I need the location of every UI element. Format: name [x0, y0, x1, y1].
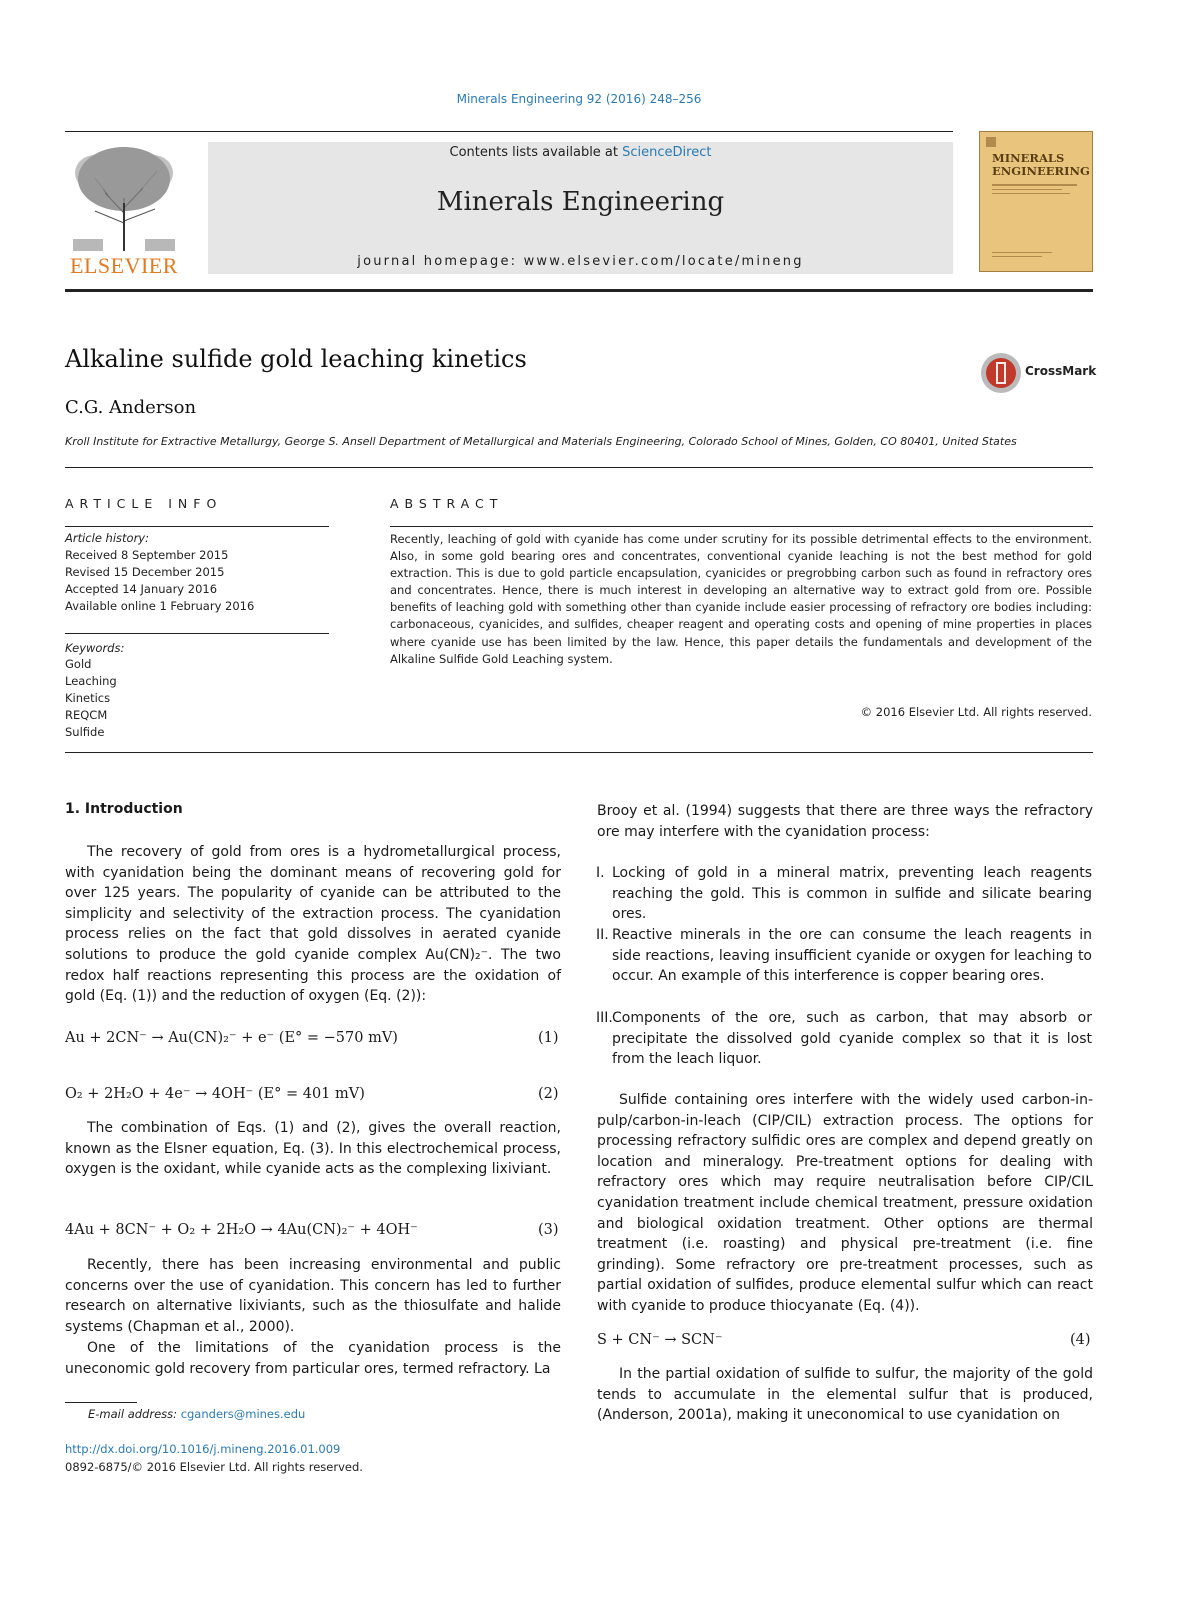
- list-number: I.: [596, 865, 605, 881]
- equation-3: 4Au + 8CN⁻ + O₂ + 2H₂O → 4Au(CN)₂⁻ + 4OH⁻: [65, 1222, 418, 1238]
- issn-copyright: 0892-6875/© 2016 Elsevier Ltd. All rights reserved.: [65, 1460, 363, 1474]
- elsevier-logo: [65, 143, 183, 278]
- abstract-copyright: © 2016 Elsevier Ltd. All rights reserved.: [860, 705, 1092, 719]
- history-accepted: Accepted 14 January 2016: [65, 582, 218, 596]
- author-email-footnote: [88, 1407, 305, 1421]
- section-heading: 1. Introduction: [65, 801, 183, 817]
- keyword: Sulfide: [65, 725, 105, 739]
- equation-3-number: (3): [538, 1222, 559, 1238]
- cover-decoration: [992, 256, 1042, 257]
- keywords-label: Keywords:: [65, 641, 125, 655]
- header-rule-top: [65, 131, 953, 132]
- cover-title-line-1: MINERALS: [992, 151, 1065, 165]
- footnote-rule: [65, 1402, 137, 1403]
- keyword: REQCM: [65, 708, 108, 722]
- crossmark-icon: [980, 352, 1022, 394]
- list-item: [596, 863, 1092, 925]
- equation-1-number: (1): [538, 1030, 559, 1046]
- keyword: Leaching: [65, 674, 117, 688]
- elsevier-tree-icon: [65, 143, 183, 251]
- author-name: C.G. Anderson: [65, 397, 197, 418]
- publisher-name: ELSEVIER: [70, 253, 178, 278]
- article-title: Alkaline sulfide gold leaching kinetics: [65, 345, 527, 373]
- affiliation: Kroll Institute for Extractive Metallurgy, George S. Ansell Department of Metallurgical and Materials Engineering, Colorado School of Mines, Golden, CO 80401, United States: [65, 435, 1017, 448]
- journal-cover-thumbnail: [979, 131, 1093, 272]
- journal-citation[interactable]: Minerals Engineering 92 (2016) 248–256: [456, 92, 702, 106]
- keyword: Kinetics: [65, 691, 111, 705]
- cover-decoration: [992, 193, 1070, 194]
- cover-decoration: [992, 184, 1077, 186]
- equation-2: O₂ + 2H₂O + 4e⁻ → 4OH⁻ (E° = 401 mV): [65, 1086, 365, 1102]
- sciencedirect-link[interactable]: ScienceDirect: [622, 145, 712, 160]
- contents-line: [208, 145, 953, 160]
- email-label: E-mail address:: [88, 1407, 181, 1421]
- list-text: Locking of gold in a mineral matrix, preventing leach reagents reaching the gold. This is common in sulfide and silicate bearing ores.: [612, 865, 1092, 923]
- list-text: Components of the ore, such as carbon, that may absorb or precipitate the dissolved gold cyanide complex so that it is lost from the leach liquor.: [612, 1010, 1092, 1068]
- abstract-bottom-rule: [65, 752, 1093, 753]
- keyword: Gold: [65, 657, 92, 671]
- abstract-rule: [390, 526, 1093, 527]
- body-paragraph: Sulfide containing ores interfere with the widely used carbon-in-pulp/carbon-in-leach (CIP/CIL) extraction process. The options for processing refractory sulfidic ores are complex and depend greatly on location and mineralogy. Pre-treatment options for dealing with refractory ores which may require neutralisation before CIP/CIL cyanidation treatment include chemical treatment, pressure oxidation and biological oxidation treatment. Other options are thermal treatment (i.e. roasting) and physical pre-treatment (i.e. fine grinding). Some refractory ore pre-treatment processes, such as partial oxidation of sulfides, produce elemental sulfur which can react with cyanide to produce thiocyanate (Eq. (4)).: [597, 1092, 1093, 1314]
- cover-decoration: [992, 189, 1062, 190]
- cover-decoration: [992, 252, 1052, 253]
- doi-link[interactable]: http://dx.doi.org/10.1016/j.mineng.2016.01.009: [65, 1442, 341, 1456]
- list-item: [596, 925, 1092, 987]
- crossmark-badge[interactable]: [980, 352, 1097, 394]
- article-info-heading: ARTICLE INFO: [65, 496, 223, 511]
- equation-1: Au + 2CN⁻ → Au(CN)₂⁻ + e⁻ (E° = −570 mV): [65, 1030, 398, 1046]
- equation-4-number: (4): [1070, 1332, 1091, 1348]
- history-revised: Revised 15 December 2015: [65, 565, 225, 579]
- header-rule-bottom: [65, 289, 1093, 292]
- contents-prefix: Contents lists available at: [449, 145, 623, 160]
- body-paragraph: Brooy et al. (1994) suggests that there are three ways the refractory ore may interfere with the cyanidation process:: [597, 803, 1093, 840]
- journal-name: Minerals Engineering: [436, 187, 725, 217]
- equation-2-number: (2): [538, 1086, 559, 1102]
- equation-4: S + CN⁻ → SCN⁻: [597, 1332, 723, 1348]
- cover-title-line-2: ENGINEERING: [992, 164, 1090, 178]
- author-email-link[interactable]: cganders@mines.edu: [180, 1407, 306, 1421]
- journal-homepage[interactable]: journal homepage: www.elsevier.com/locate/mineng: [357, 254, 804, 269]
- history-label: Article history:: [65, 531, 149, 545]
- abstract-heading: ABSTRACT: [390, 496, 504, 511]
- body-paragraph: Recently, there has been increasing environmental and public concerns over the use of cyanidation. This concern has led to further research on alternative lixiviants, such as the thiosulfate and halide systems (Chapman et al., 2000).: [65, 1257, 561, 1335]
- list-number: II.: [596, 927, 609, 943]
- journal-banner: [208, 142, 953, 274]
- list-number: III.: [596, 1010, 613, 1026]
- title-rule: [65, 467, 1093, 468]
- crossmark-label: CrossMark: [1025, 364, 1097, 378]
- body-paragraph: The combination of Eqs. (1) and (2), gives the overall reaction, known as the Elsner equation, Eq. (3). In this electrochemical process, oxygen is the oxidant, while cyanide acts as the complexing lixiviant.: [65, 1120, 561, 1178]
- list-text: Reactive minerals in the ore can consume the leach reagents in side reactions, leaving insufficient cyanide or oxygen for leaching to occur. An example of this interference is copper bearing ores.: [612, 927, 1092, 985]
- body-paragraph: The recovery of gold from ores is a hydrometallurgical process, with cyanidation being the dominant means of recovering gold for over 125 years. The popularity of cyanide can be attributed to the simplicity and selectivity of the extraction process. The cyanidation process relies on the fact that gold dissolves in aerated cyanide solutions to produce the gold cyanide complex Au(CN)₂⁻. The two redox half reactions representing this process are the oxidation of gold (Eq. (1)) and the reduction of oxygen (Eq. (2)):: [65, 844, 561, 1005]
- keywords-rule: [65, 633, 329, 634]
- cover-logo-mark: [986, 137, 996, 147]
- body-paragraph: In the partial oxidation of sulfide to sulfur, the majority of the gold tends to accumulate in the elemental sulfur that is produced, (Anderson, 2001a), making it uneconomical to use cyanidation on: [597, 1366, 1093, 1424]
- abstract-text: Recently, leaching of gold with cyanide has come under scrutiny for its possible detrimental effects to the environment. Also, in some gold bearing ores and concentrates, conventional cyanide leaching is not the best method for gold extraction. This is due to gold particle encapsulation, cyanicides or pregrobbing carbon such as found in refractory ores and concentrates. Hence, there is much interest in developing an alternative way to extract gold from ore. Possible benefits of leaching gold with something other than cyanide include easier processing of refractory ore bodies including: carbonaceous, cyanicides, and sulfides, cheaper reagent and operating costs and opening of mine properties in places where cyanide use has been limited by the law. Hence, this paper details the fundamentals and development of the Alkaline Sulfide Gold Leaching system.: [390, 532, 1092, 666]
- history-received: Received 8 September 2015: [65, 548, 229, 562]
- cover-title: [992, 152, 1090, 178]
- article-info-rule: [65, 526, 329, 527]
- list-item: [596, 1008, 1092, 1070]
- history-online: Available online 1 February 2016: [65, 599, 255, 613]
- body-paragraph: One of the limitations of the cyanidation process is the uneconomic gold recovery from particular ores, termed refractory. La: [65, 1340, 561, 1377]
